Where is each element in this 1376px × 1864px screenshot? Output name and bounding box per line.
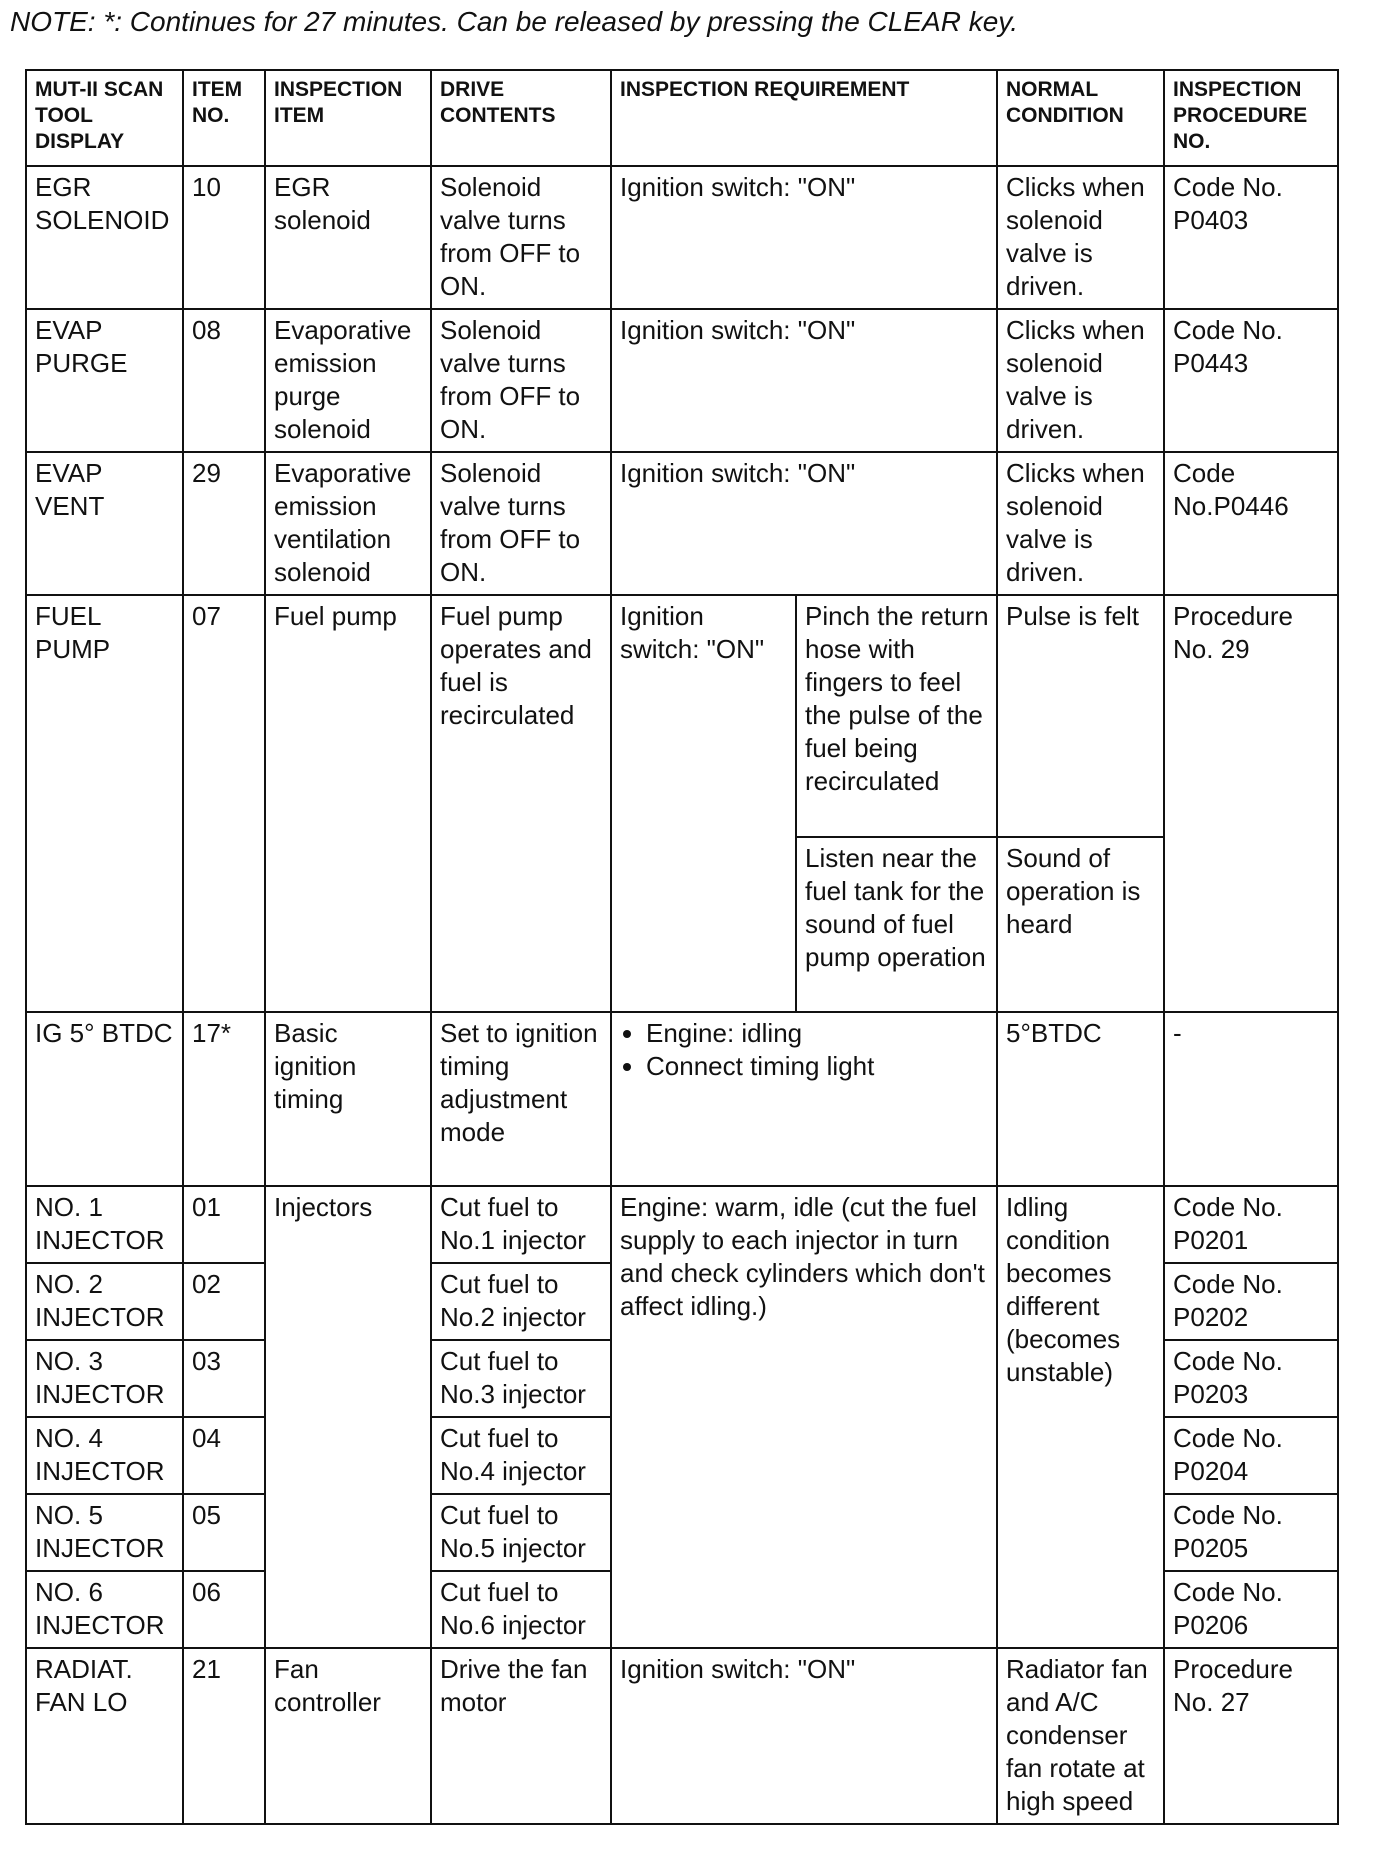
table-row [26, 1186, 1338, 1263]
cell-requirement: Engine: warm, idle (cut the fuel supply to each injector in turn and check cylinders which don't affect idling.) [611, 1186, 997, 1648]
cell-item: Evaporative emission ventilation solenoid [265, 452, 431, 595]
cell-procedure: Procedure No. 27 [1164, 1648, 1338, 1824]
cell-drive: Cut fuel to No.1 injector [431, 1186, 611, 1263]
cell-display: EVAP VENT [26, 452, 183, 595]
page-note: NOTE: *: Continues for 27 minutes. Can be released by pressing the CLEAR key. [10, 6, 1018, 37]
cell-drive: Fuel pump operates and fuel is recirculated [431, 595, 611, 1012]
cell-normal: Clicks when solenoid valve is driven. [997, 452, 1164, 595]
table-row [26, 595, 1338, 837]
cell-item-no: 07 [183, 595, 265, 1012]
cell-item-no: 21 [183, 1648, 265, 1824]
cell-drive: Drive the fan motor [431, 1648, 611, 1824]
table-row [26, 309, 1338, 452]
cell-requirement: Ignition switch: "ON" [611, 595, 796, 1012]
list-item: • Connect timing light [646, 1050, 989, 1083]
cell-drive: Solenoid valve turns from OFF to ON. [431, 166, 611, 309]
header-item-no: ITEM NO. [183, 70, 265, 166]
list-item: • Engine: idling [646, 1017, 989, 1050]
cell-procedure: Code No. P0202 [1164, 1263, 1338, 1340]
cell-normal: Radiator fan and A/C condenser fan rotate at high speed [997, 1648, 1164, 1824]
cell-item-no: 29 [183, 452, 265, 595]
cell-procedure: Code No. P0206 [1164, 1571, 1338, 1648]
cell-item: Fan controller [265, 1648, 431, 1824]
cell-item-no: 08 [183, 309, 265, 452]
cell-item: Basic ignition timing [265, 1012, 431, 1186]
cell-requirement: Ignition switch: "ON" [611, 452, 997, 595]
cell-check: Pinch the return hose with fingers to feel the pulse of the fuel being recirculated [796, 595, 997, 837]
cell-display: FUEL PUMP [26, 595, 183, 1012]
cell-display: IG 5° BTDC [26, 1012, 183, 1186]
cell-requirement: Ignition switch: "ON" [611, 309, 997, 452]
cell-item-no: 02 [183, 1263, 265, 1340]
requirement-list [620, 1017, 989, 1083]
cell-item-no: 04 [183, 1417, 265, 1494]
cell-drive: Set to ignition timing adjustment mode [431, 1012, 611, 1186]
cell-check: Listen near the fuel tank for the sound of fuel pump operation [796, 837, 997, 1012]
cell-display: NO. 6 INJECTOR [26, 1571, 183, 1648]
cell-display: NO. 3 INJECTOR [26, 1340, 183, 1417]
table-row [26, 1648, 1338, 1824]
cell-item: Injectors [265, 1186, 431, 1648]
cell-drive: Cut fuel to No.3 injector [431, 1340, 611, 1417]
cell-normal: Idling condition becomes different (becomes unstable) [997, 1186, 1164, 1648]
cell-drive: Cut fuel to No.6 injector [431, 1571, 611, 1648]
header-normal-condition: NORMAL CONDITION [997, 70, 1164, 166]
table-header-row [26, 70, 1338, 166]
cell-procedure: Code No. P0204 [1164, 1417, 1338, 1494]
header-inspection-requirement: INSPECTION REQUIREMENT [611, 70, 997, 166]
header-drive-contents: DRIVE CONTENTS [431, 70, 611, 166]
header-display: MUT-II SCAN TOOL DISPLAY [26, 70, 183, 166]
cell-normal: Clicks when solenoid valve is driven. [997, 166, 1164, 309]
cell-display: NO. 2 INJECTOR [26, 1263, 183, 1340]
cell-procedure: Procedure No. 29 [1164, 595, 1338, 1012]
cell-item-no: 03 [183, 1340, 265, 1417]
cell-drive: Cut fuel to No.2 injector [431, 1263, 611, 1340]
cell-item-no: 01 [183, 1186, 265, 1263]
cell-procedure: - [1164, 1012, 1338, 1186]
cell-procedure: Code No. P0443 [1164, 309, 1338, 452]
cell-procedure: Code No. P0205 [1164, 1494, 1338, 1571]
actuator-test-table [25, 69, 1339, 1825]
cell-item-no: 10 [183, 166, 265, 309]
cell-item-no: 06 [183, 1571, 265, 1648]
cell-display: RADIAT. FAN LO [26, 1648, 183, 1824]
cell-requirement [611, 1012, 997, 1186]
cell-display: NO. 1 INJECTOR [26, 1186, 183, 1263]
table-row [26, 1012, 1338, 1186]
cell-drive: Solenoid valve turns from OFF to ON. [431, 309, 611, 452]
cell-requirement: Ignition switch: "ON" [611, 1648, 997, 1824]
cell-item-no: 17* [183, 1012, 265, 1186]
cell-requirement: Ignition switch: "ON" [611, 166, 997, 309]
header-inspection-item: INSPECTION ITEM [265, 70, 431, 166]
cell-display: EVAP PURGE [26, 309, 183, 452]
cell-procedure: Code No. P0403 [1164, 166, 1338, 309]
cell-item: Evaporative emission purge solenoid [265, 309, 431, 452]
cell-drive: Cut fuel to No.4 injector [431, 1417, 611, 1494]
cell-display: NO. 4 INJECTOR [26, 1417, 183, 1494]
cell-item: Fuel pump [265, 595, 431, 1012]
cell-procedure: Code No. P0201 [1164, 1186, 1338, 1263]
cell-drive: Solenoid valve turns from OFF to ON. [431, 452, 611, 595]
cell-drive: Cut fuel to No.5 injector [431, 1494, 611, 1571]
table-row [26, 166, 1338, 309]
cell-procedure: Code No. P0203 [1164, 1340, 1338, 1417]
cell-normal: Pulse is felt [997, 595, 1164, 837]
cell-procedure: Code No.P0446 [1164, 452, 1338, 595]
header-procedure-no: INSPECTION PROCEDURE NO. [1164, 70, 1338, 166]
table-row [26, 452, 1338, 595]
cell-normal: Clicks when solenoid valve is driven. [997, 309, 1164, 452]
cell-display: NO. 5 INJECTOR [26, 1494, 183, 1571]
cell-normal: 5°BTDC [997, 1012, 1164, 1186]
cell-item-no: 05 [183, 1494, 265, 1571]
cell-normal: Sound of operation is heard [997, 837, 1164, 1012]
cell-display: EGR SOLENOID [26, 166, 183, 309]
cell-item: EGR solenoid [265, 166, 431, 309]
